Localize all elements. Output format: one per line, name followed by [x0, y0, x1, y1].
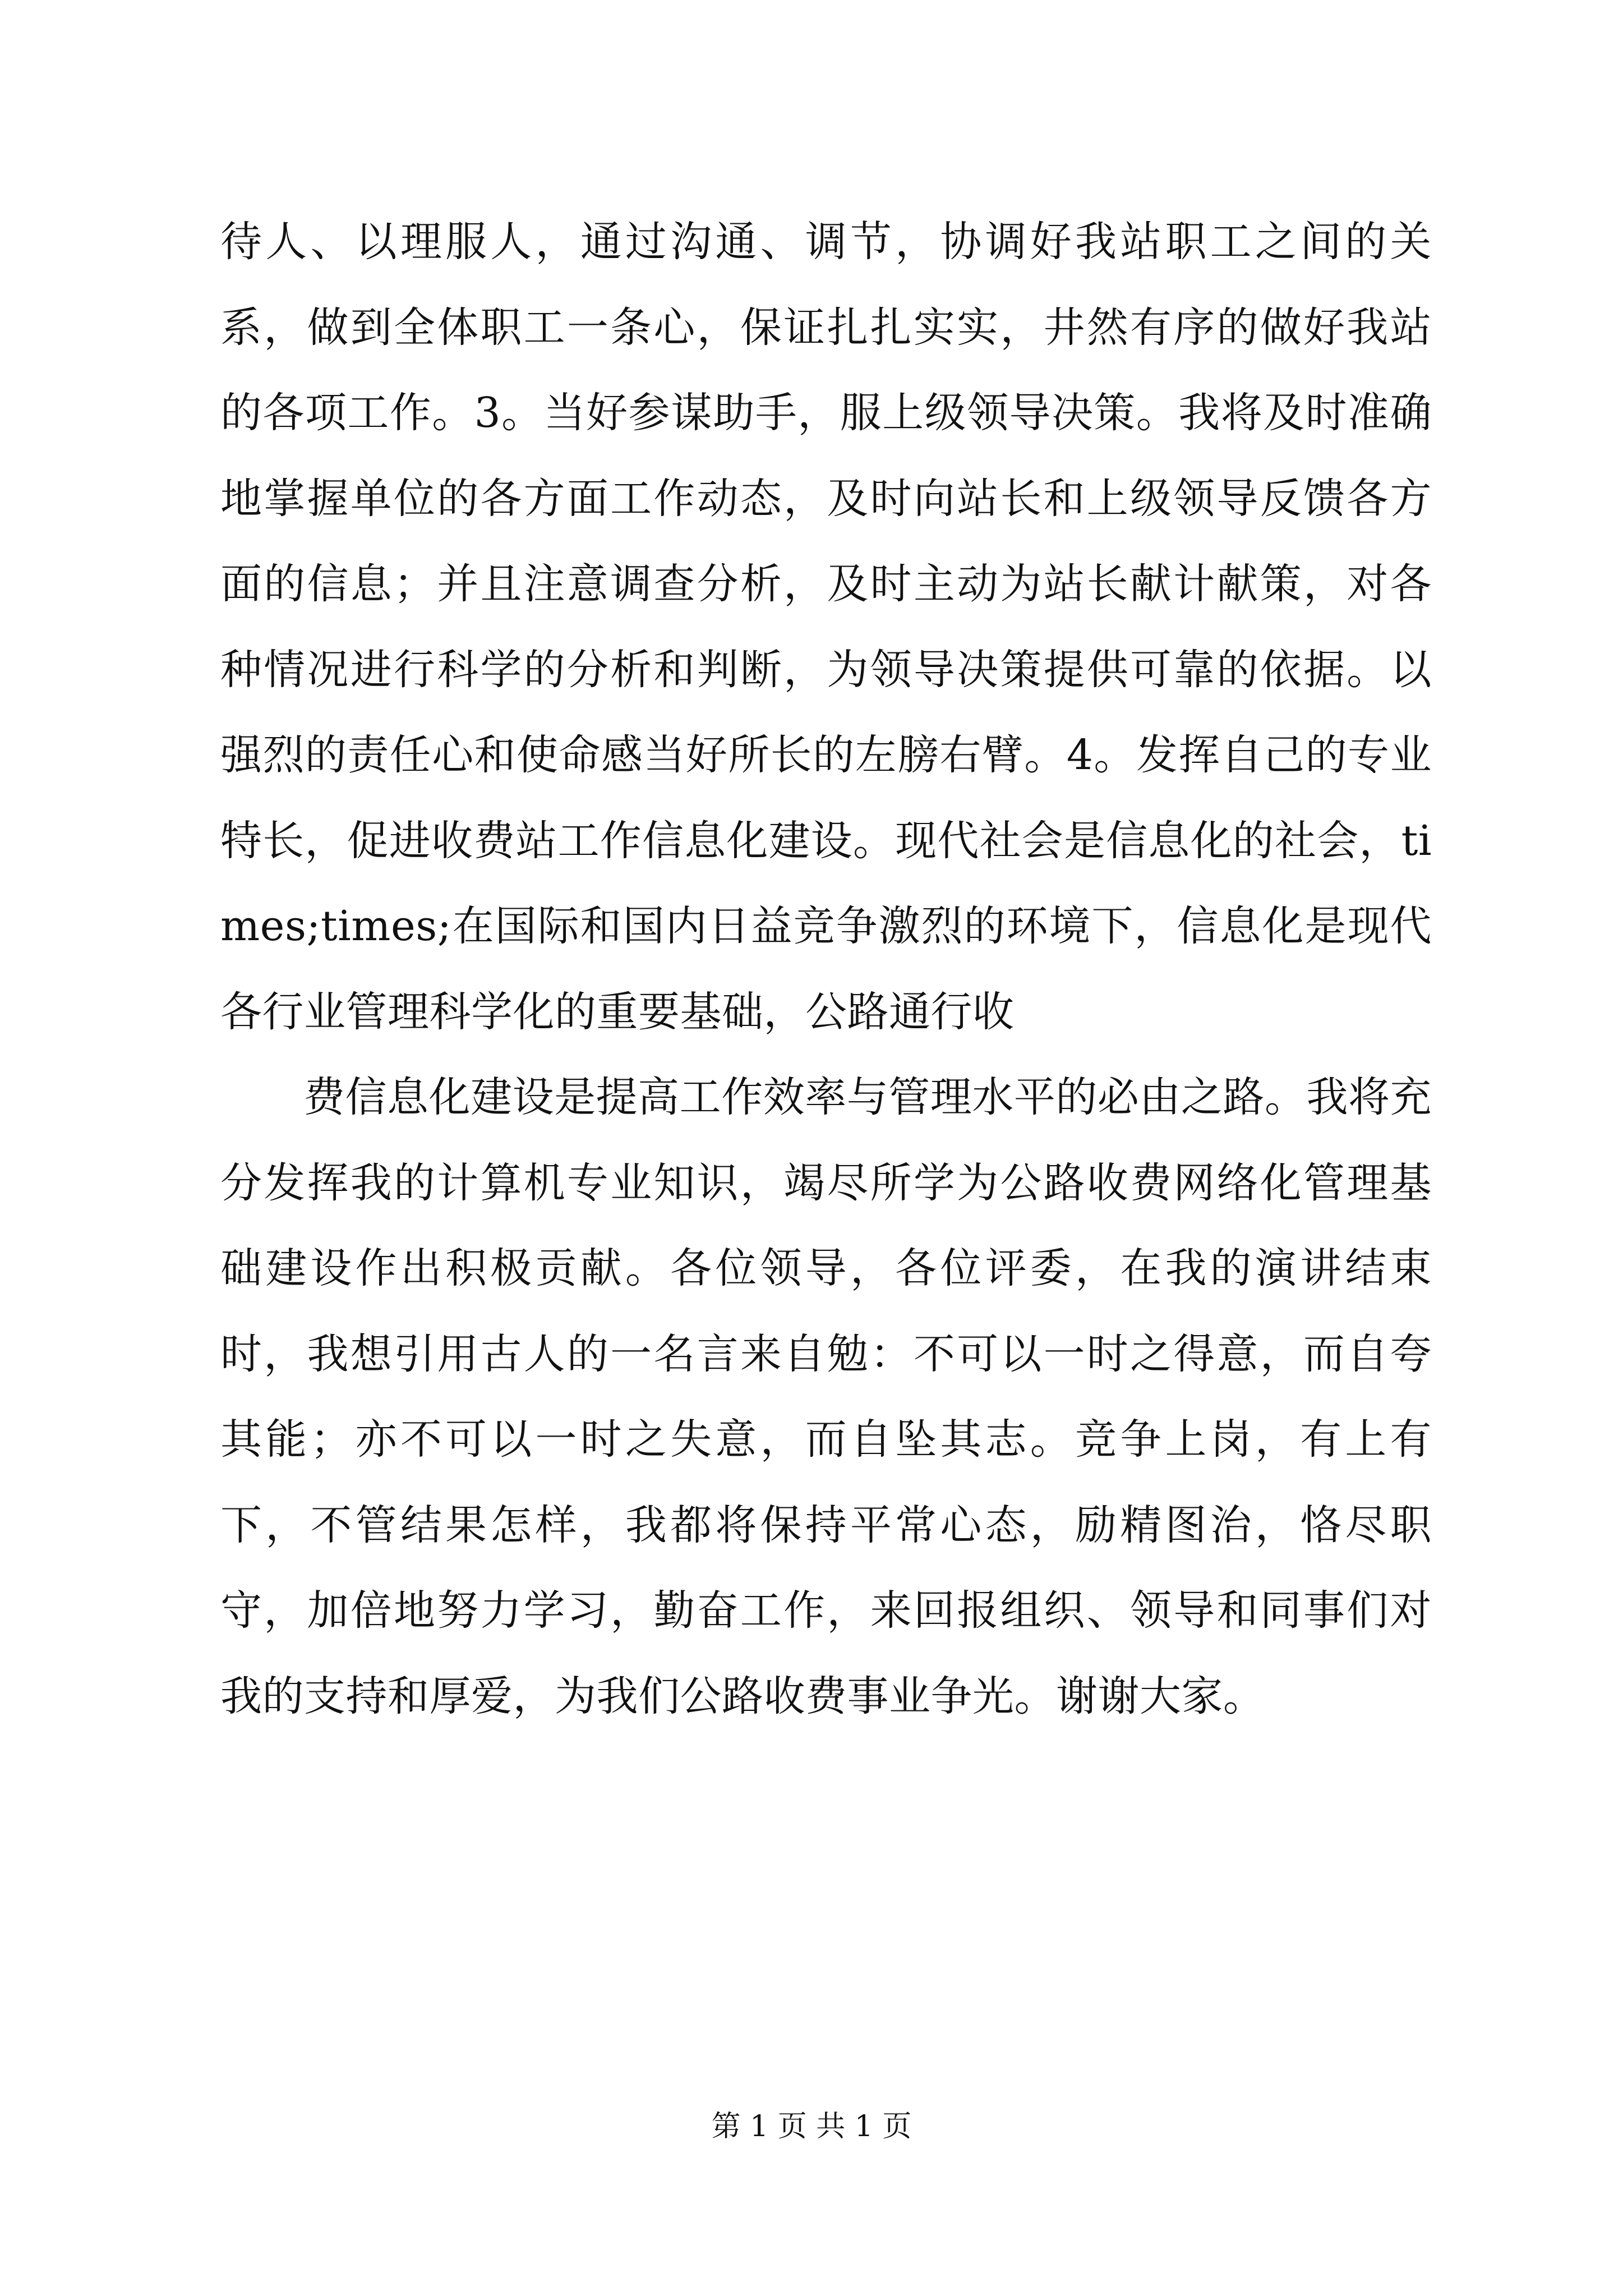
page-footer: 第 1 页 共 1 页 — [711, 2110, 912, 2143]
document-body — [220, 199, 1432, 1739]
paragraph-1: 待人、以理服人，通过沟通、调节，协调好我站职工之间的关系，做到全体职工一条心，保证扎扎实实，井然有序的做好我站的各项工作。3。当好参谋助手，服上级领导决策。我将及时准确地掌握单位的各方面工作动态，及时向站长和上级领导反馈各方面的信息；并且注意调查分析，及时主动为站长献计献策，对各种情况进行科学的分析和判断，为领导决策提供可靠的依据。以强烈的责任心和使命感当好所长的左膀右臂。4。发挥自己的专业特长，促进收费站工作信息化建设。现代社会是信息化的社会，times;times;在国际和国内日益竞争激烈的环境下，信息化是现代各行业管理科学化的重要基础，公路通行收 — [220, 218, 1432, 1036]
paragraph-2: 费信息化建设是提高工作效率与管理水平的必由之路。我将充分发挥我的计算机专业知识，竭尽所学为公路收费网络化管理基础建设作出积极贡献。各位领导，各位评委，在我的演讲结束时，我想引用古人的一名言来自勉：不可以一时之得意，而自夸其能；亦不可以一时之失意，而自坠其志。竞争上岗，有上有下，不管结果怎样，我都将保持平常心态，励精图治，恪尽职守，加倍地努力学习，勤奋工作，来回报组织、领导和同事们对我的支持和厚爱，为我们公路收费事业争光。谢谢大家。 — [220, 1073, 1432, 1720]
